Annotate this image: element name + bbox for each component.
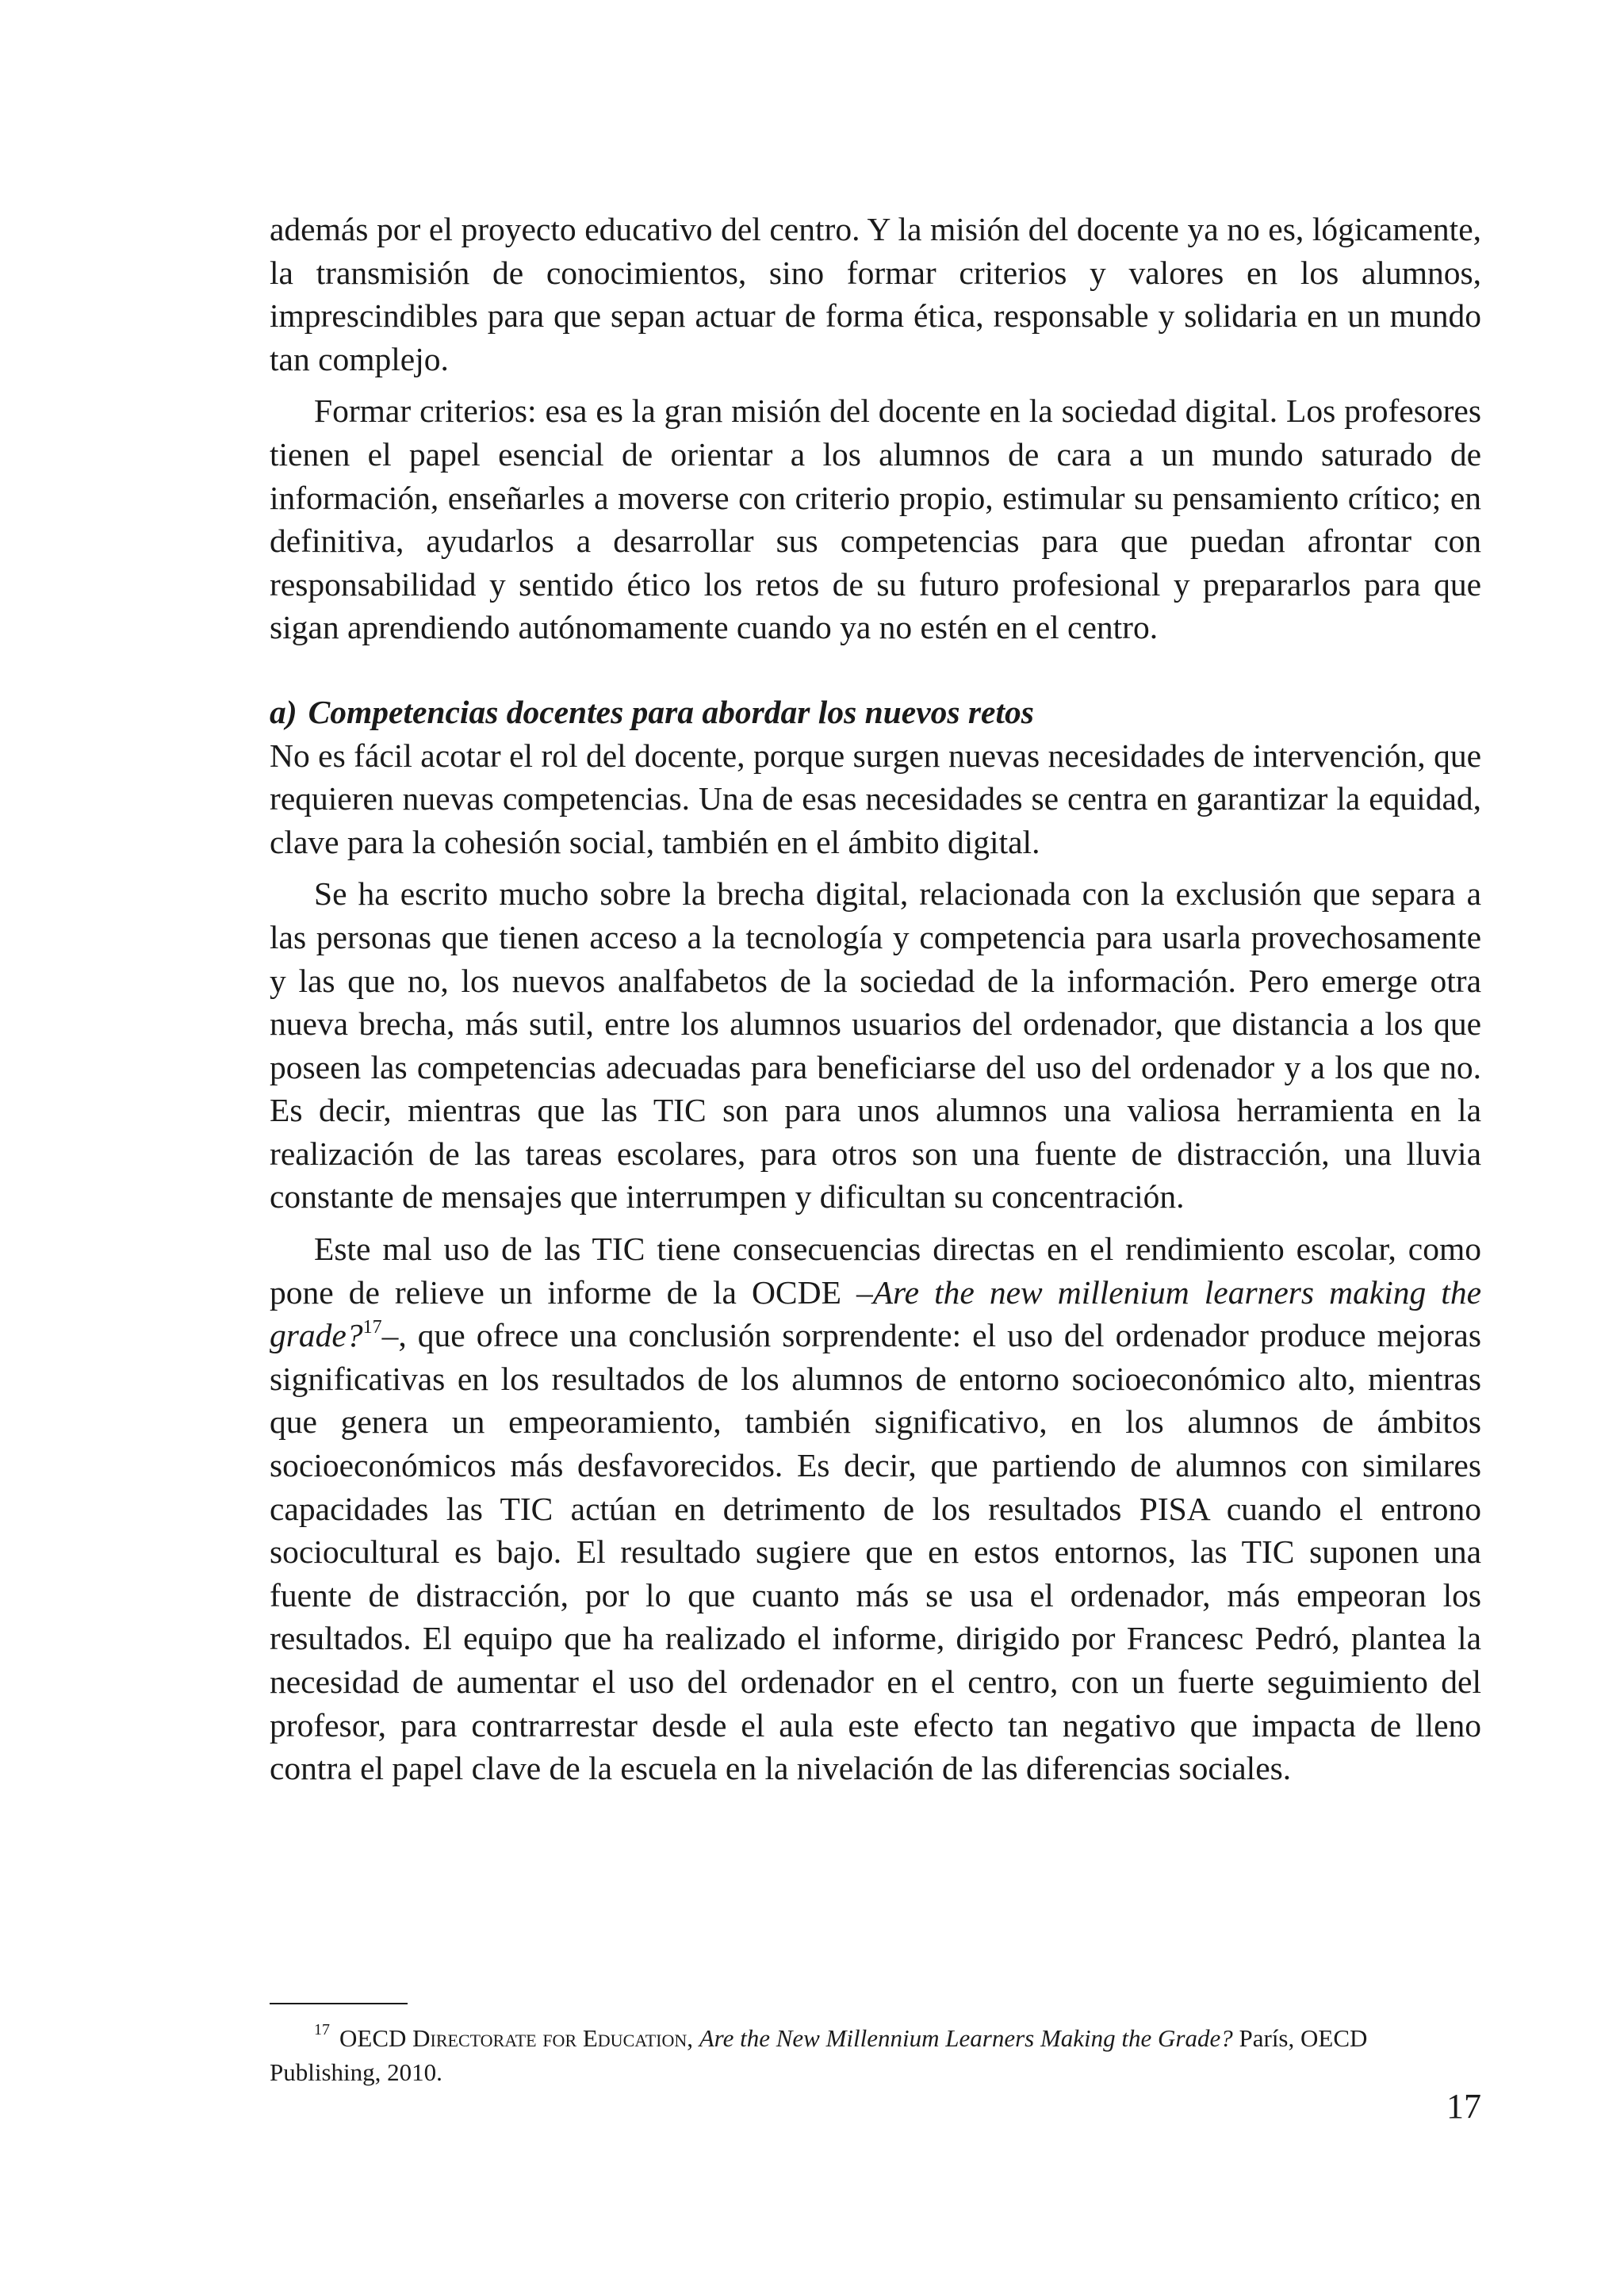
paragraph-criteria: Formar criterios: esa es la gran misión del docente en la sociedad digital. Los profesores tienen el papel esencial de orientar a los alumnos de cara a un mundo saturado de información, enseñarles a moverse con criterio propio, estimular su pensamiento crítico; en definitiva, ayudarlos a desarrollar sus competencias para que puedan afrontar con responsabilidad y sentido ético los retos de su futuro profesional y prepararlos para que sigan aprendiendo autónomamente cuando ya no estén en el centro. (270, 392, 1481, 646)
footnote-number: 17 (314, 2020, 330, 2038)
footnote-divider (270, 2003, 408, 2004)
paragraph-competencias: No es fácil acotar el rol del docente, porque surgen nuevas necesidades de intervención, que requieren nuevas competencias. Una de esas necesidades se centra en garantizar la equidad, clave para la cohesión social, también en el ámbito digital. (270, 737, 1481, 860)
paragraph-intro: además por el proyecto educativo del centro. Y la misión del docente ya no es, lógicamente, la transmisión de conocimientos, sino formar criterios y valores en los alumnos, imprescindibles para que sepan actuar de forma ética, responsable y solidaria en un mundo tan complejo. (270, 211, 1481, 377)
paragraph-ocde (270, 1227, 1481, 1790)
section-heading (270, 691, 1481, 734)
footnote-author: OECD Directorate for Education, (339, 2024, 693, 2052)
page-body (270, 208, 1481, 1790)
page-number: 17 (1446, 2087, 1481, 2126)
footnote-title: Are the New Millennium Learners Making the Grade? (699, 2024, 1233, 2052)
footnote (270, 2021, 1481, 2089)
report-title: Are the new millenium learners making the grade? (270, 1273, 1481, 1354)
ocde-text-before: Este mal uso de las TIC tiene consecuencias directas en el rendimiento escolar, como pone de relieve un informe de la OCDE – (270, 1231, 1481, 1311)
footnote-reference[interactable]: 17 (362, 1317, 382, 1338)
section-heading-title: Competencias docentes para abordar los nuevos retos (308, 693, 1034, 730)
section-heading-letter: a) (270, 693, 297, 730)
footnote-publisher: París, OECD Publishing, 2010. (270, 2024, 1368, 2086)
ocde-text-after: –, que ofrece una conclusión sorprendente: el uso del ordenador produce mejoras significativas en los resultados de los alumnos de entorno socioeconómico alto, mientras que genera un empeoramiento, también significativo, en los alumnos de ámbitos socioeconómicos más desfavorecidos. Es decir, que partiendo de alumnos con similares capacidades las TIC actúan en detrimento de los resultados PISA cuando el entrono sociocultural es bajo. El resultado sugiere que en estos entornos, las TIC suponen una fuente de distracción, por lo que cuanto más se usa el ordenador, más empeoran los resultados. El equipo que ha realizado el informe, dirigido por Francesc Pedró, plantea la necesidad de aumentar el uso del ordenador en el centro, con un fuerte seguimiento del profesor, para contrarrestar desde el aula este efecto tan negativo que impacta de lleno contra el papel clave de la escuela en la nivelación de las diferencias sociales. (270, 1317, 1481, 1787)
paragraph-brecha-digital: Se ha escrito mucho sobre la brecha digital, relacionada con la exclusión que separa a las personas que tienen acceso a la tecnología y competencia para usarla provechosamente y las que no, los nuevos analfabetos de la sociedad de la información. Pero emerge otra nueva brecha, más sutil, entre los alumnos usuarios del ordenador, que distancia a los que poseen las competencias adecuadas para beneficiarse del uso del ordenador y a los que no. Es decir, mientras que las TIC son para unos alumnos una valiosa herramienta en la realización de las tareas escolares, para otros son una fuente de distracción, una lluvia constante de mensajes que interrumpen y dificultan su concentración. (270, 875, 1481, 1215)
